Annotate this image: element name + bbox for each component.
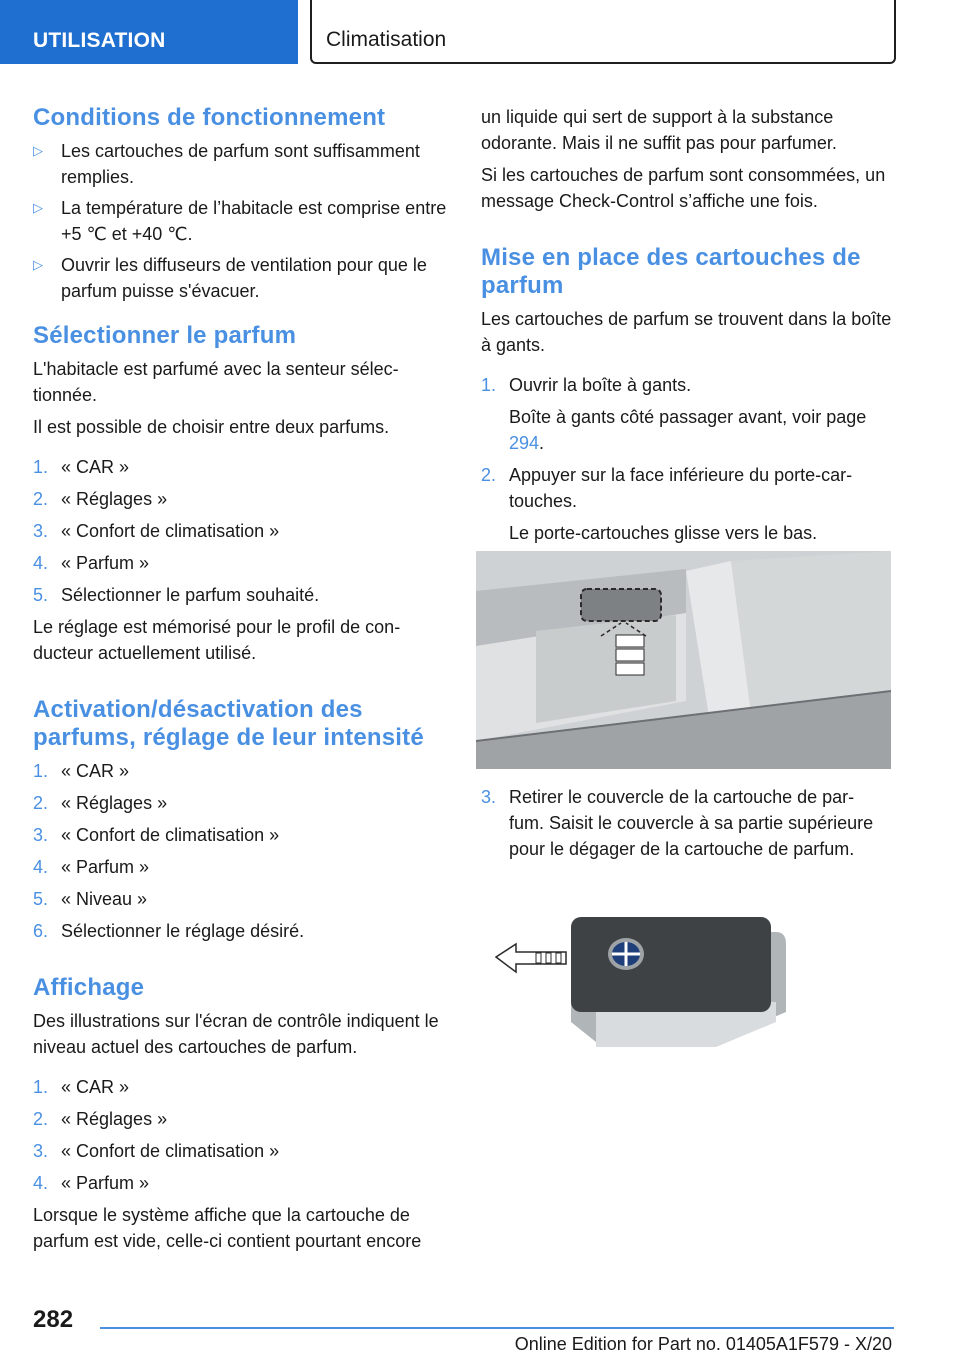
paragraph: Les cartouches de parfum se trouvent dans la boîte à gants.: [481, 309, 892, 355]
edition-footer: Online Edition for Part no. 01405A1F579 - X/20: [514, 1334, 892, 1354]
chapter-tab: [310, 0, 896, 64]
chapter-title: Climatisation: [326, 28, 447, 51]
select-steps: [33, 454, 448, 608]
list-item: ▷ Les cartouches de parfum sont suffisamment remplies.: [33, 138, 448, 190]
step-item: 2. « Réglages »: [33, 1109, 168, 1129]
section-tab: [0, 0, 298, 64]
step-item: 3. « Confort de climatisation »: [33, 1141, 280, 1161]
step-item: 3. « Confort de climatisation »: [33, 825, 280, 845]
paragraph: Si les cartouches de parfum sont consommées, un message Check-Control s’affiche une fois.: [481, 165, 886, 211]
triangle-right-icon: ▷: [33, 143, 43, 158]
step-item: 5. Sélectionner le parfum souhaité.: [33, 585, 320, 605]
step-item: 2. « Réglages »: [33, 793, 168, 813]
heading-select-perfume: Sélectionner le parfum: [33, 322, 297, 349]
step-item: 2. « Réglages »: [33, 489, 168, 509]
conditions-list: [33, 138, 448, 304]
activation-steps: [33, 758, 448, 944]
display-steps: [33, 1074, 448, 1196]
right-column: [481, 104, 893, 552]
page-link[interactable]: 294: [509, 433, 540, 453]
left-column: [33, 98, 448, 1260]
step-item: 1. « CAR »: [33, 457, 130, 477]
glovebox-illustration: [476, 551, 891, 769]
section-title: UTILISATION: [33, 29, 166, 52]
paragraph: Il est possible de choisir entre deux parfums.: [33, 417, 390, 437]
step-item: 4. « Parfum »: [33, 553, 150, 573]
heading-activation: Activation/désactivation des parfums, réglage de leur intensité: [33, 696, 424, 751]
heading-display: Affichage: [33, 974, 145, 1001]
list-item: ▷ Ouvrir les diffuseurs de ventilation pour que le parfum puisse s'évacuer.: [33, 252, 448, 304]
triangle-right-icon: ▷: [33, 200, 43, 215]
page-number: 282: [33, 1306, 74, 1333]
heading-placement: Mise en place des cartouches de parfum: [481, 244, 861, 299]
paragraph: L'habitacle est parfumé avec la senteur sélec‐ tionnée.: [33, 359, 399, 405]
step-3-block: [481, 784, 893, 868]
step-item: 1. Ouvrir la boîte à gants. Boîte à gants côté passager avant, voir page 294.: [481, 375, 867, 453]
footer-divider: [100, 1327, 894, 1329]
step-item: 1. « CAR »: [33, 761, 130, 781]
paragraph: Des illustrations sur l'écran de contrôle indiquent le niveau actuel des cartouches de parfum.: [33, 1011, 439, 1057]
paragraph: Le réglage est mémorisé pour le profil de con‐ ducteur actuellement utilisé.: [33, 617, 401, 663]
step-item: 5. « Niveau »: [33, 889, 148, 909]
paragraph: Lorsque le système affiche que la cartouche de parfum est vide, celle-ci contient pourtant encore: [33, 1205, 422, 1251]
step-item: 4. « Parfum »: [33, 857, 150, 877]
placement-steps-cont: [481, 784, 893, 862]
step-item: 3. « Confort de climatisation »: [33, 521, 280, 541]
placement-steps: [481, 372, 893, 546]
step-item: 4. « Parfum »: [33, 1173, 150, 1193]
cartridge-illustration: [476, 892, 816, 1067]
list-item: ▷ La température de l’habitacle est comprise entre +5 ℃ et +40 ℃.: [33, 195, 448, 247]
step-item: 2. Appuyer sur la face inférieure du porte-car‐ touches. Le porte-cartouches glisse vers le bas.: [481, 465, 853, 543]
step-item: 6. Sélectionner le réglage désiré.: [33, 921, 305, 941]
paragraph: un liquide qui sert de support à la substance odorante. Mais il ne suffit pas pour parfumer.: [481, 107, 837, 153]
step-item: 3. Retirer le couvercle de la cartouche de par‐ fum. Saisit le couvercle à sa partie supérieure pour le dégager de la cartouche de parfum.: [481, 787, 874, 859]
step-item: 1. « CAR »: [33, 1077, 130, 1097]
heading-conditions: Conditions de fonctionnement: [33, 104, 386, 131]
triangle-right-icon: ▷: [33, 257, 43, 272]
